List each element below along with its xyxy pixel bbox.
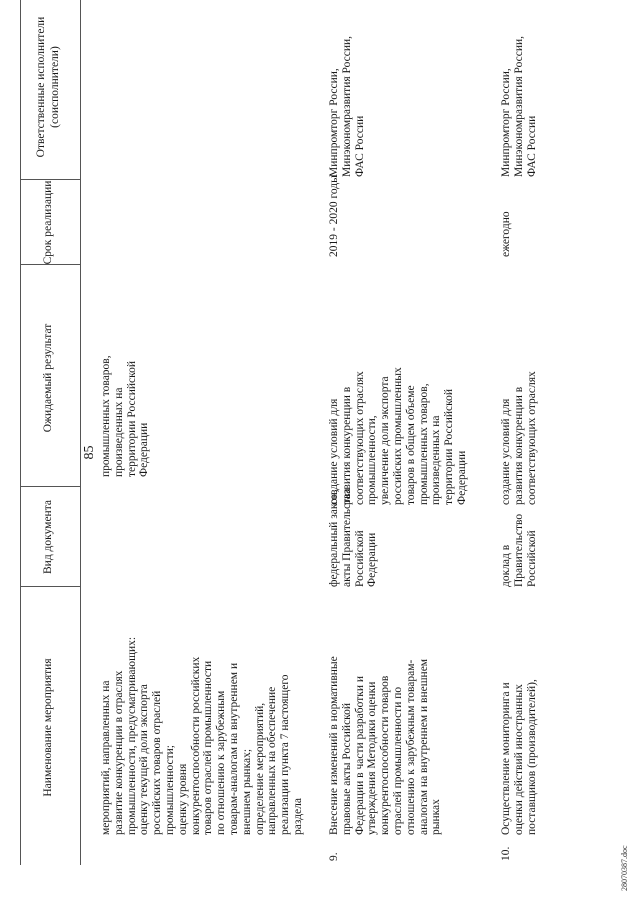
- row-10-activity: Осуществление мониторинга и оценки действий иностранных поставщиков (производителей),: [500, 679, 538, 835]
- page-number: 85: [82, 445, 97, 460]
- column-divider: [20, 486, 80, 487]
- row-9-deadline: 2019 - 2020 годы: [328, 175, 340, 257]
- row-10-doctype: доклад в Правительство Российской: [500, 513, 538, 587]
- row-9-activity: Внесение изменений в нормативные правовые акты Российской Федерации в части разработки и утверждения Методики оценки конкурентоспособности товаров отраслей промышленности по отношению к зарубежным товарам- аналогам на внутреннем и внешнем рынках: [328, 656, 443, 835]
- row-10-result: создание условий для развития конкуренции в соответствующих отраслях: [500, 371, 538, 505]
- header-activity-name: Наименование мероприятия: [42, 658, 54, 797]
- table-top-border: [20, 0, 21, 865]
- header-bottom-border: [80, 0, 81, 865]
- header-deadline: Срок реализации: [42, 180, 54, 265]
- header-expected-result: Ожидаемый результат: [42, 323, 54, 433]
- row-9-doctype: федеральный закон, акты Правительства Российской Федерации: [328, 488, 379, 587]
- header-document-type: Вид документа: [42, 500, 54, 574]
- row-cont-activity: мероприятий, направленных на развитие конкуренции в отраслях промышленности, предусматривающих: оценку текущей доли экспорта российских товаров отраслей промышленности; оценку уровня конкурентоспособности российских товаров отраслей промышленности по отношению к зарубежным товарам-аналогам на внутреннем и внешнем рынках; определение мероприятий, направленных на обеспечение реализации пункта 7 настоящего раздела: [100, 636, 304, 835]
- row-9-responsible: Минпромторг России, Минэкономразвития России, ФАС России: [328, 35, 366, 177]
- row-number: 9.: [328, 852, 340, 861]
- row-cont-result: промышленных товаров, произведенных на территории Российской Федерации: [100, 355, 151, 477]
- row-number: 10.: [500, 846, 512, 861]
- column-divider: [20, 179, 80, 180]
- column-divider: [20, 586, 80, 587]
- row-9-result: создание условий для развития конкуренции в соответствующих отраслях промышленности, увеличение доли экспорта российских промышленных товаров в общем объеме промышленных товаров, произведенных на территории Российской Федерации: [328, 367, 468, 505]
- table-header: [20, 0, 80, 905]
- header-responsible: Ответственные исполнители (соисполнители): [35, 16, 61, 158]
- document-id: 28070387.doc: [620, 845, 629, 891]
- row-10-responsible: Минпромторг России, Минэкономразвития России, ФАС России: [500, 35, 538, 177]
- column-divider: [20, 264, 80, 265]
- row-10-deadline: ежегодно: [500, 211, 512, 257]
